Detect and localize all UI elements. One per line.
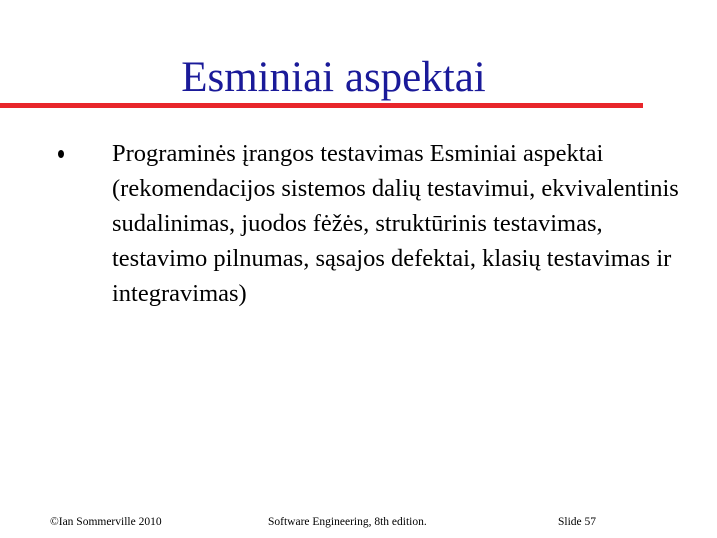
- footer-slide-number: Slide 57: [558, 516, 597, 528]
- bullet-list: [58, 136, 698, 311]
- bullet-item: [58, 136, 698, 311]
- footer-book-title: Software Engineering, 8th edition.: [268, 516, 427, 528]
- title-underline-rule: [0, 103, 643, 108]
- slide-title: Esminiai aspektai: [181, 54, 486, 101]
- bullet-text: Programinės įrangos testavimas Esminiai aspektai (rekomendacijos sistemos dalių testavimui, ekvivalentinis sudalinimas, juodos fėžės, struktūrinis testavimas, testavimo pilnumas, sąsajos defektai, klasių testavimas ir integravimas): [112, 140, 679, 307]
- footer-copyright: ©Ian Sommerville 2010: [50, 516, 162, 528]
- bullet-dot-icon: [58, 150, 64, 158]
